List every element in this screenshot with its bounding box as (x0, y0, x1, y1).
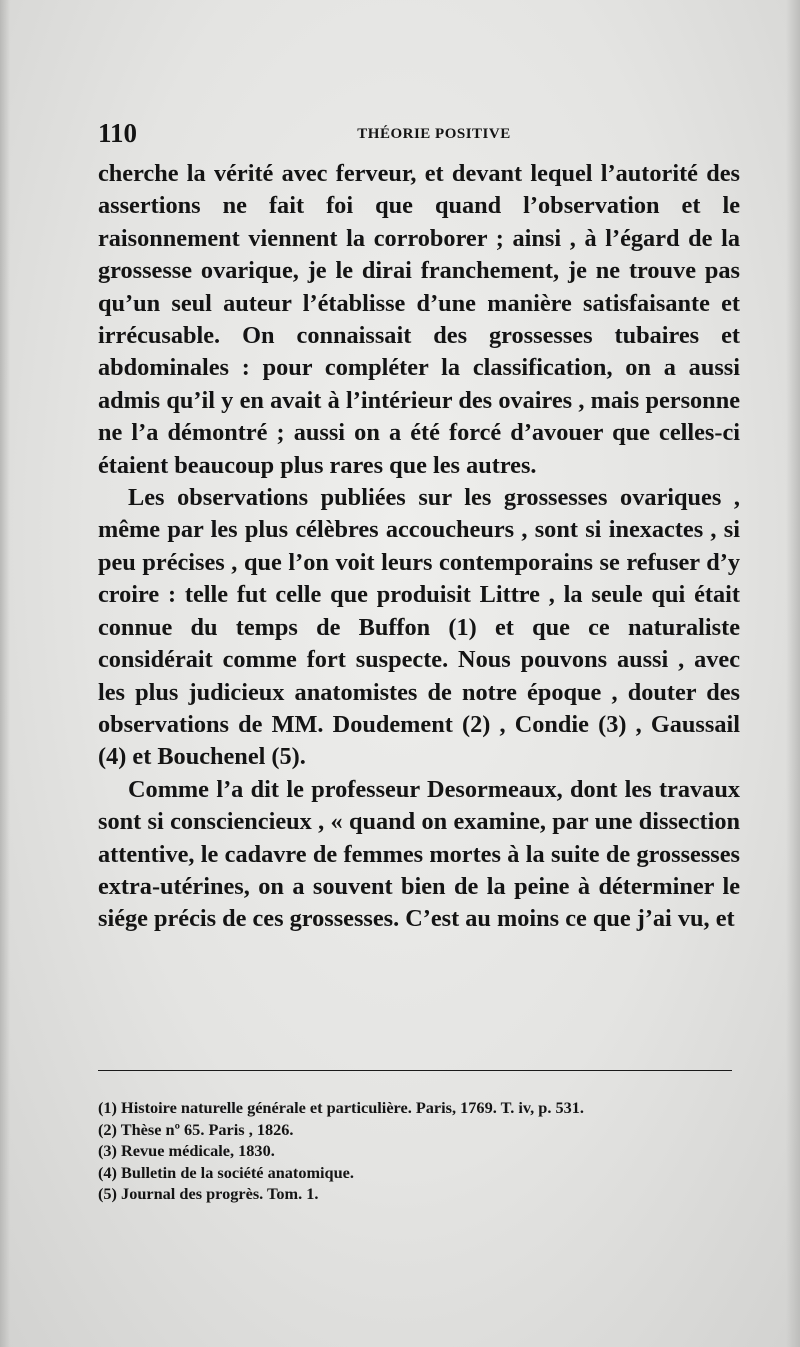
page-edge-shadow-right (786, 0, 800, 1347)
footnote-1: (1) Histoire naturelle générale et particulière. Paris, 1769. T. iv, p. 531. (98, 1098, 584, 1117)
paragraph-3: Comme l’a dit le professeur Desormeaux, dont les travaux sont si consciencieux , « quand on examine, par une dissection attentive, le cadavre de femmes mortes à la suite de grossesses extra-utérines, on a souvent bien de la peine à déterminer le siége précis de ces grossesses. C’est au moins ce que j’ai vu, et (98, 775, 740, 933)
footnotes (98, 1097, 738, 1205)
footnote-2: (2) Thèse nº 65. Paris , 1826. (98, 1119, 294, 1139)
footnote-4: (4) Bulletin de la société anatomique. (98, 1162, 354, 1182)
footnote-3: (3) Revue médicale, 1830. (98, 1141, 275, 1160)
page-edge-shadow-left (0, 0, 10, 1347)
paragraph-1: cherche la vérité avec ferveur, et devant lequel l’autorité des assertions ne fait foi que quand l’observation et le raisonnement viennent la corroborer ; ainsi , à l’égard de la grossesse ovarique, je le dirai franchement, je ne trouve pas qu’un seul auteur l’établisse d’une manière satisfaisante et irrécusable. On connaissait des grossesses tubaires et abdominales : pour compléter la classification, on a aussi admis qu’il y en avait à l’intérieur des ovaires , mais personne ne l’a démontré ; aussi on a été forcé d’avouer que celles-ci étaient beaucoup plus rares que les autres. (98, 160, 740, 479)
running-title: THÉORIE POSITIVE (357, 126, 511, 142)
page-number: 110 (98, 118, 138, 148)
footnote-5: (5) Journal des progrès. Tom. 1. (98, 1184, 319, 1203)
paragraph-2: Les observations publiées sur les grossesses ovariques , même par les plus célèbres accoucheurs , sont si inexactes , si peu précises , que l’on voit leurs contemporains se refuser d’y croire : telle fut celle que produisit Littre , la seule qui était connue du temps de Buffon (1) et que ce naturaliste considérait comme fort suspecte. Nous pouvons aussi , avec les plus judicieux anatomistes de notre époque , douter des observations de MM. Doudement (2) , Condie (3) , Gaussail (4) et Bouchenel (5). (98, 484, 740, 771)
page-header (98, 118, 740, 152)
main-text (98, 158, 740, 936)
footnote-separator (98, 1070, 732, 1071)
